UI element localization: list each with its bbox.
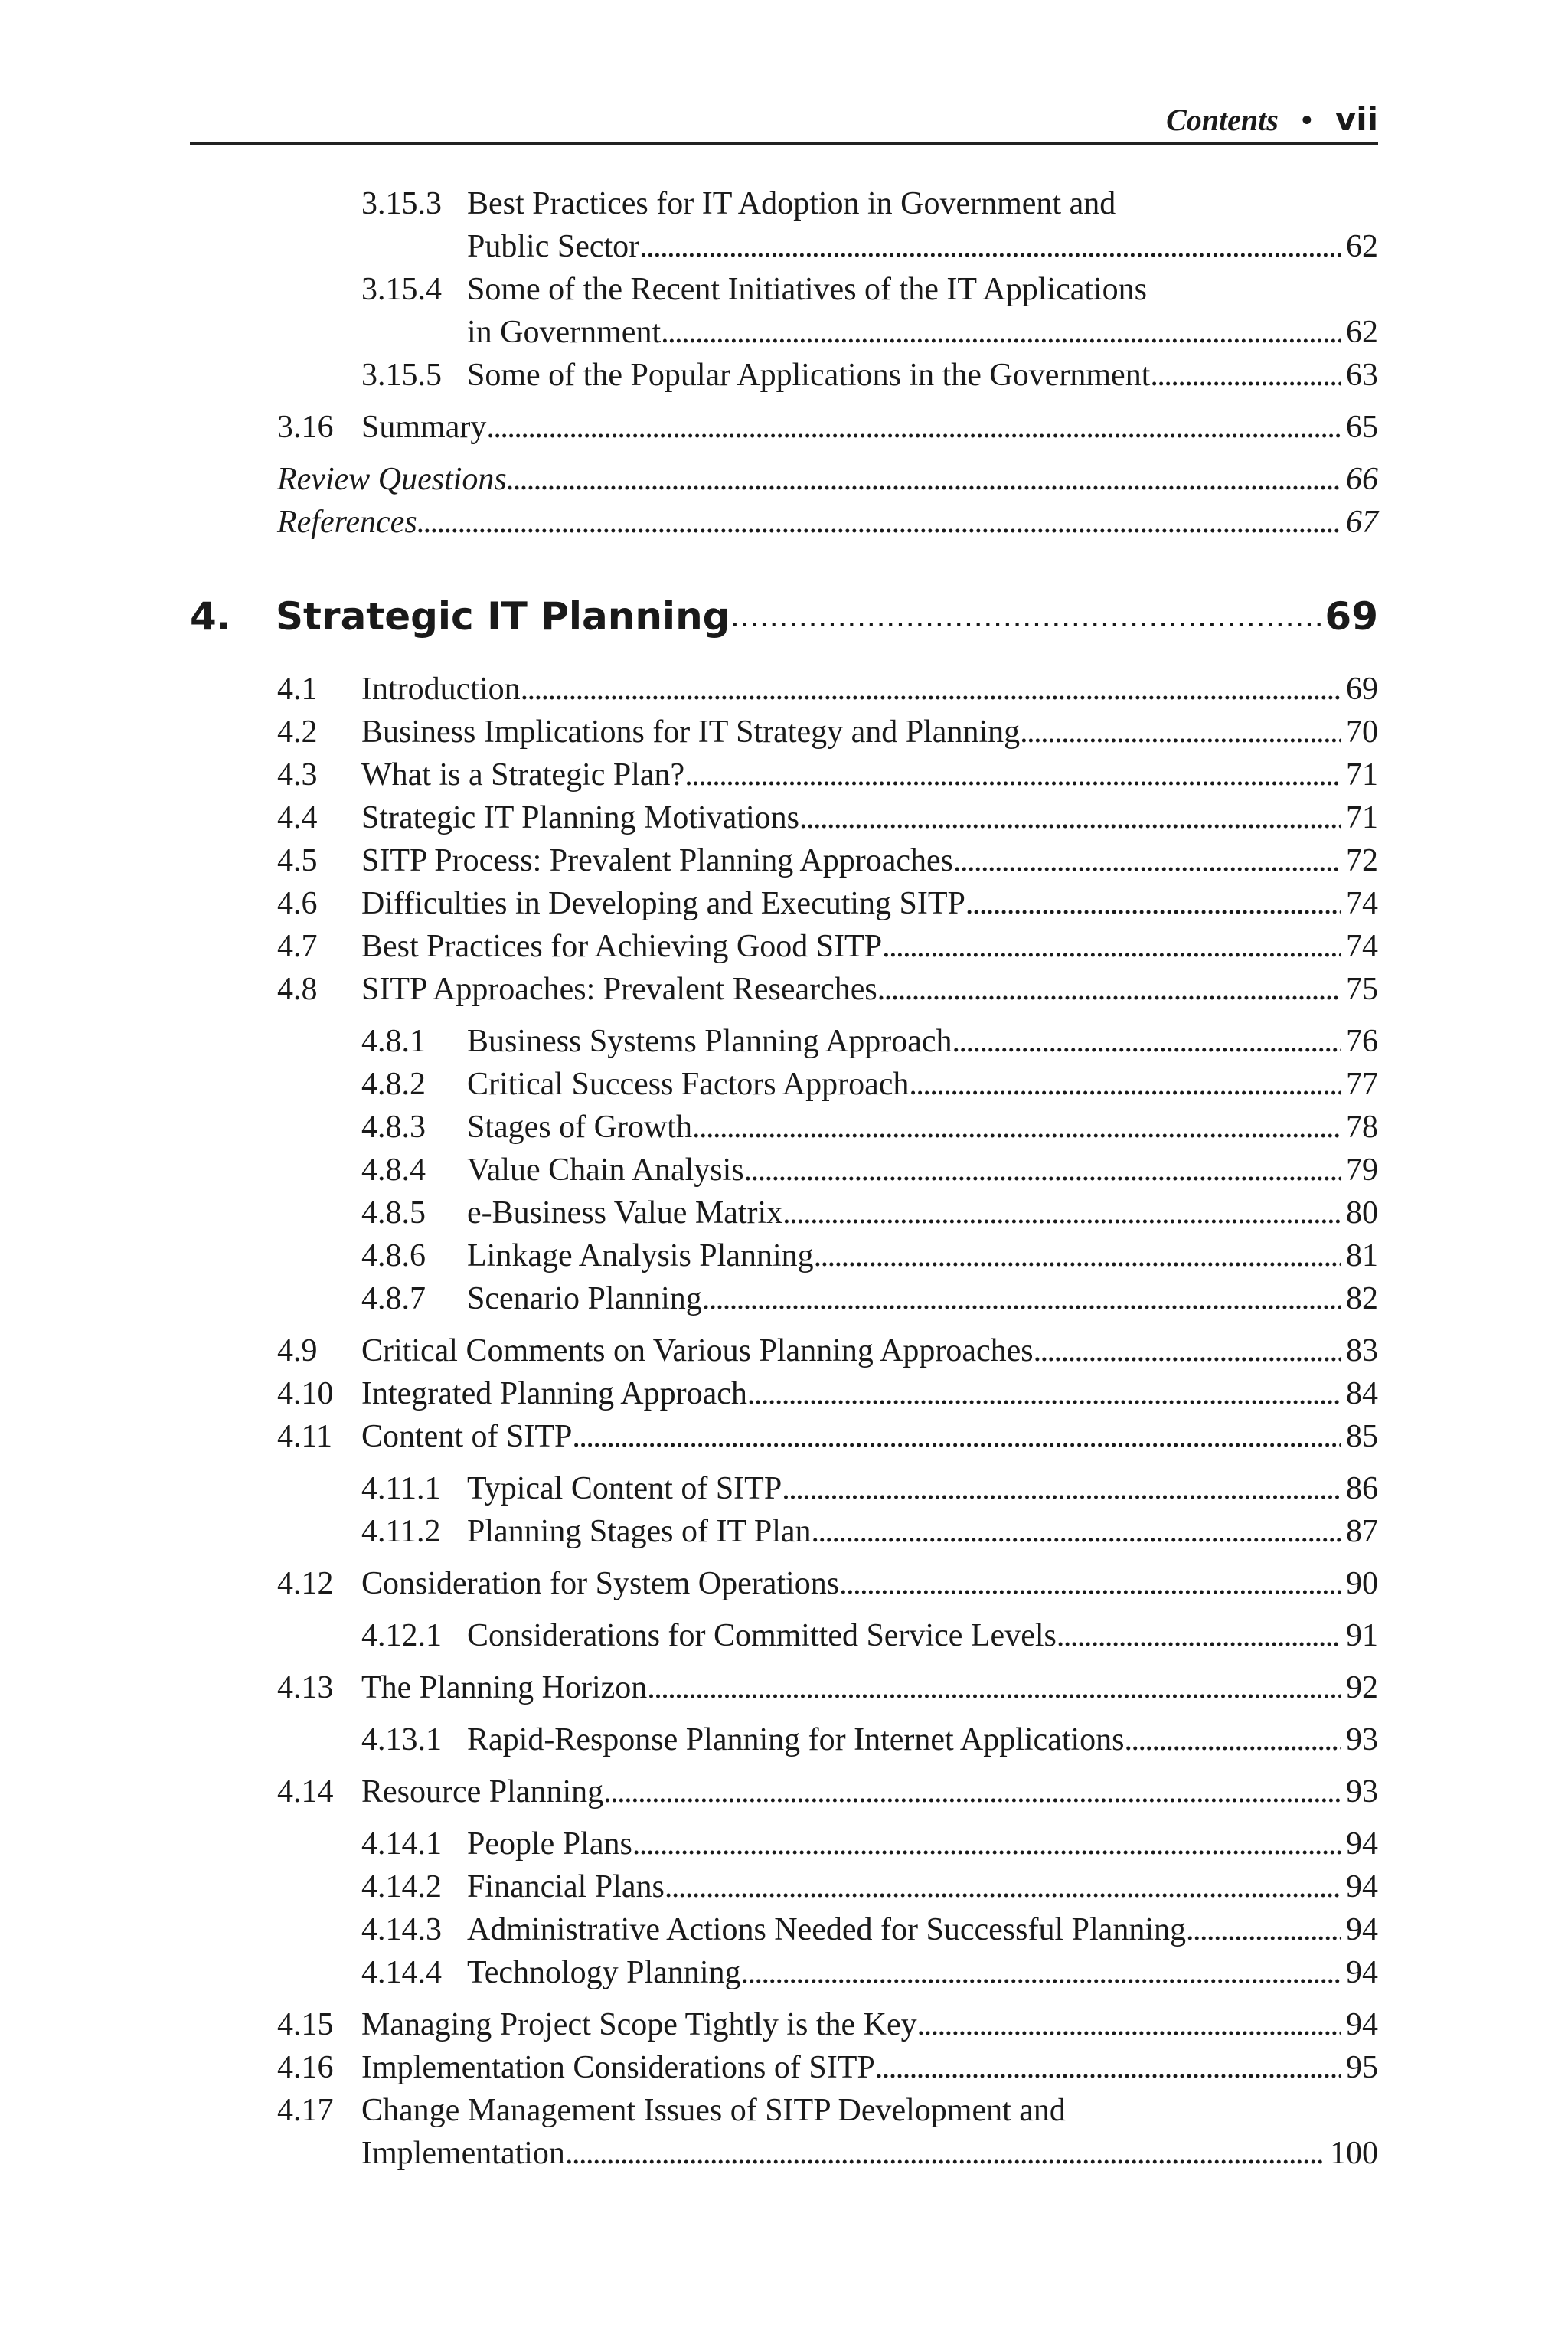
toc-entry-4-8-2 [361, 1063, 1378, 1106]
toc-entry-3-15-3-number: 3.15.3 [361, 186, 442, 221]
toc-entry-page: 71 [1346, 800, 1378, 835]
toc-entry-title: References [277, 505, 417, 540]
toc-entry-number: 4.15 [277, 2007, 334, 2042]
toc-entry-number: 4.14.3 [361, 1912, 442, 1947]
toc-entry-title: Business Systems Planning Approach [467, 1024, 952, 1059]
toc-entry-title: SITP Approaches: Prevalent Researches [361, 972, 877, 1007]
toc-entry-4-11-2 [361, 1510, 1378, 1553]
chapter-title: Strategic IT Planning [276, 594, 730, 639]
toc-entry-4-8-7 [361, 1277, 1378, 1320]
dot-leader [665, 1865, 1341, 1908]
toc-entry-3-15-3 [467, 225, 1378, 268]
toc-entry-4-8-4 [361, 1149, 1378, 1192]
toc-entry-title: Implementation Considerations of SITP [361, 2050, 875, 2085]
dot-leader [741, 1951, 1341, 1994]
toc-entry-4-15 [277, 2003, 1378, 2046]
toc-entry-4-12 [277, 1562, 1378, 1605]
toc-entry-references [277, 501, 1378, 544]
toc-entry-title: Value Chain Analysis [467, 1152, 744, 1188]
toc-entry-4-7 [277, 925, 1378, 968]
toc-entry-page: 66 [1346, 462, 1378, 497]
toc-entry-4-13-1 [361, 1718, 1378, 1761]
dot-leader [782, 1467, 1341, 1510]
toc-entry-number: 4.7 [277, 929, 318, 964]
toc-entry-4-9 [277, 1329, 1378, 1372]
toc-entry-title: Public Sector [467, 229, 640, 264]
toc-entry-4-2 [277, 711, 1378, 754]
toc-entry-title: Technology Planning [467, 1955, 741, 1990]
header-page-number: vii [1334, 100, 1378, 138]
toc-entry-number: 4.16 [277, 2050, 334, 2085]
toc-entry-number: 4.8.1 [361, 1024, 426, 1059]
dot-leader [909, 1063, 1341, 1106]
toc-entry-page: 86 [1346, 1471, 1378, 1506]
dot-leader [875, 2046, 1341, 2089]
toc-entry-title: Introduction [361, 672, 521, 707]
toc-entry-4-8 [277, 968, 1378, 1011]
toc-entry-number: 4.11 [277, 1419, 332, 1454]
chapter-page: 69 [1325, 594, 1378, 639]
toc-entry-number: 4.8.2 [361, 1067, 426, 1102]
toc-entry-page: 83 [1346, 1333, 1378, 1368]
toc-entry-page: 93 [1346, 1722, 1378, 1757]
toc-entry-3-15-3-line1: Best Practices for IT Adoption in Government and [467, 186, 1116, 221]
toc-entry-number: 4.6 [277, 886, 318, 921]
toc-entry-3-15-4 [467, 311, 1378, 354]
toc-entry-title: Typical Content of SITP [467, 1471, 782, 1506]
toc-entry-4-6 [277, 882, 1378, 925]
toc-entry-title: Planning Stages of IT Plan [467, 1514, 812, 1549]
dot-leader [952, 1020, 1341, 1063]
toc-entry-title: Best Practices for Achieving Good SITP [361, 929, 883, 964]
toc-entry-4-14 [277, 1770, 1378, 1813]
dot-leader [814, 1234, 1341, 1277]
header-title: Contents [1166, 103, 1279, 137]
toc-entry-title: Rapid-Response Planning for Internet Applications [467, 1722, 1125, 1757]
dot-leader [603, 1770, 1341, 1813]
dot-leader [661, 311, 1341, 354]
dot-leader [632, 1823, 1341, 1865]
dot-leader [882, 925, 1341, 968]
toc-entry-4-16 [277, 2046, 1378, 2089]
toc-entry-page: 79 [1346, 1152, 1378, 1188]
toc-entry-title: Critical Success Factors Approach [467, 1067, 910, 1102]
toc-entry-4-13 [277, 1666, 1378, 1709]
toc-entry-4-14-4 [361, 1951, 1378, 1994]
toc-entry-title: Some of the Popular Applications in the Government [467, 358, 1151, 393]
toc-entry-title: Administrative Actions Needed for Successful Planning [467, 1912, 1186, 1947]
toc-entry-title: in Government [467, 315, 662, 350]
toc-entry-title: e-Business Value Matrix [467, 1195, 783, 1231]
toc-entry-4-12-1 [361, 1614, 1378, 1657]
toc-entry-title: People Plans [467, 1826, 632, 1862]
toc-entry-title: Difficulties in Developing and Executing SITP [361, 886, 965, 921]
toc-entry-4-4 [277, 796, 1378, 839]
toc-entry-number: 4.12 [277, 1566, 334, 1601]
toc-entry-page: 71 [1346, 757, 1378, 793]
toc-entry-page: 76 [1346, 1024, 1378, 1059]
toc-entry-page: 78 [1346, 1110, 1378, 1145]
chapter-heading [190, 590, 1378, 643]
toc-entry-number: 4.8.3 [361, 1110, 426, 1145]
toc-entry-page: 72 [1346, 843, 1378, 878]
toc-entry-page: 62 [1346, 315, 1378, 350]
chapter-number: 4. [190, 594, 231, 639]
toc-entry-title: Stages of Growth [467, 1110, 692, 1145]
dot-leader [877, 968, 1341, 1011]
dot-leader [1020, 711, 1341, 754]
dot-leader [417, 501, 1341, 544]
toc-entry-page: 94 [1346, 1826, 1378, 1862]
toc-entry-4-17-line1: Change Management Issues of SITP Development and [361, 2093, 1066, 2128]
toc-entry-3-15-4-number: 3.15.4 [361, 272, 442, 307]
dot-leader [521, 668, 1341, 711]
toc-entry-title: Managing Project Scope Tightly is the Key [361, 2007, 917, 2042]
toc-entry-page: 92 [1346, 1670, 1378, 1705]
toc-entry-4-8-5 [361, 1192, 1378, 1234]
toc-entry-number: 4.14 [277, 1774, 334, 1810]
toc-entry-page: 94 [1346, 2007, 1378, 2042]
toc-entry-title: Integrated Planning Approach [361, 1376, 747, 1411]
toc-entry-page: 91 [1346, 1618, 1378, 1653]
toc-entry-3-15-5 [361, 354, 1378, 397]
toc-entry-page: 65 [1346, 410, 1378, 445]
toc-entry-number: 4.10 [277, 1376, 334, 1411]
toc-entry-page: 84 [1346, 1376, 1378, 1411]
toc-entry-page: 77 [1346, 1067, 1378, 1102]
toc-entry-4-10 [277, 1372, 1378, 1415]
dot-leader [639, 225, 1341, 268]
toc-entry-title: Review Questions [277, 462, 507, 497]
toc-entry-number: 4.14.1 [361, 1826, 442, 1862]
toc-entry-title: Summary [361, 410, 487, 445]
toc-entry-number: 4.8.5 [361, 1195, 426, 1231]
dot-leader [917, 2003, 1341, 2046]
toc-entry-title: Business Implications for IT Strategy and Planning [361, 714, 1021, 750]
toc-entry-number: 4.4 [277, 800, 318, 835]
toc-entry-number: 4.5 [277, 843, 318, 878]
toc-entry-page: 80 [1346, 1195, 1378, 1231]
dot-leader [1034, 1329, 1341, 1372]
dot-leader [572, 1415, 1341, 1458]
toc-entry-number: 4.14.4 [361, 1955, 442, 1990]
dot-leader [692, 1106, 1341, 1149]
toc-entry-4-17 [361, 2132, 1378, 2175]
toc-entry-number: 3.16 [277, 410, 334, 445]
toc-entry-title: Critical Comments on Various Planning Approaches [361, 1333, 1034, 1368]
toc-entry-page: 87 [1346, 1514, 1378, 1549]
toc-entry-page: 69 [1346, 672, 1378, 707]
toc-entry-4-11-1 [361, 1467, 1378, 1510]
toc-entry-page: 67 [1346, 505, 1378, 540]
toc-entry-title: Implementation [361, 2136, 565, 2171]
toc-entry-number: 4.13 [277, 1670, 334, 1705]
dot-leader [839, 1562, 1341, 1605]
toc-entry-page: 94 [1346, 1869, 1378, 1904]
dot-leader [965, 882, 1341, 925]
toc-entry-number: 4.9 [277, 1333, 318, 1368]
dot-leader [684, 754, 1341, 796]
toc-entry-page: 100 [1330, 2136, 1378, 2171]
toc-entry-number: 4.8.4 [361, 1152, 426, 1188]
toc-entry-page: 94 [1346, 1955, 1378, 1990]
toc-entry-number: 4.8.7 [361, 1281, 426, 1316]
toc-entry-4-8-3 [361, 1106, 1378, 1149]
toc-entry-4-8-1 [361, 1020, 1378, 1063]
dot-leader [507, 458, 1341, 501]
toc-entry-page: 94 [1346, 1912, 1378, 1947]
dot-leader [1125, 1718, 1341, 1761]
toc-entry-page: 90 [1346, 1566, 1378, 1601]
dot-leader [1186, 1908, 1341, 1951]
header-bullet: • [1301, 103, 1312, 137]
toc-entry-title: Content of SITP [361, 1419, 573, 1454]
toc-entry-number: 4.2 [277, 714, 318, 750]
toc-entry-4-3 [277, 754, 1378, 796]
toc-entry-title: Strategic IT Planning Motivations [361, 800, 800, 835]
toc-entry-title: Considerations for Committed Service Levels [467, 1618, 1057, 1653]
dot-leader [730, 590, 1325, 643]
toc-entry-number: 4.14.2 [361, 1869, 442, 1904]
toc-entry-page: 95 [1346, 2050, 1378, 2085]
toc-entry-4-8-6 [361, 1234, 1378, 1277]
dot-leader [953, 839, 1341, 882]
toc-entry-4-5 [277, 839, 1378, 882]
toc-entry-page: 62 [1346, 229, 1378, 264]
toc-entry-review-questions [277, 458, 1378, 501]
toc-entry-title: The Planning Horizon [361, 1670, 648, 1705]
dot-leader [486, 406, 1341, 449]
toc-entry-title: Financial Plans [467, 1869, 665, 1904]
toc-entry-title: Consideration for System Operations [361, 1566, 840, 1601]
toc-entry-number: 4.13.1 [361, 1722, 442, 1757]
toc-entry-page: 63 [1346, 358, 1378, 393]
toc-entry-page: 81 [1346, 1238, 1378, 1273]
dot-leader [1150, 354, 1341, 397]
toc-entry-page: 74 [1346, 886, 1378, 921]
toc-entry-number: 4.11.1 [361, 1471, 441, 1506]
toc-entry-page: 74 [1346, 929, 1378, 964]
toc-entry-title: Linkage Analysis Planning [467, 1238, 814, 1273]
toc-entry-page: 70 [1346, 714, 1378, 750]
toc-entry-title: Scenario Planning [467, 1281, 702, 1316]
toc-entry-number: 3.15.5 [361, 358, 442, 393]
dot-leader [565, 2132, 1325, 2175]
toc-entry-3-15-4-line1: Some of the Recent Initiatives of the IT Applications [467, 272, 1148, 307]
dot-leader [782, 1192, 1341, 1234]
dot-leader [702, 1277, 1341, 1320]
toc-entry-page: 85 [1346, 1419, 1378, 1454]
toc-entry-title: What is a Strategic Plan? [361, 757, 685, 793]
toc-entry-4-17-number: 4.17 [277, 2093, 334, 2128]
toc-entry-number: 4.1 [277, 672, 318, 707]
toc-entry-page: 93 [1346, 1774, 1378, 1810]
toc-entry-page: 75 [1346, 972, 1378, 1007]
toc-entry-4-11 [277, 1415, 1378, 1458]
toc-entry-number: 4.8 [277, 972, 318, 1007]
running-header [190, 96, 1378, 145]
toc-entry-3-16 [277, 406, 1378, 449]
dot-leader [799, 796, 1341, 839]
toc-entry-4-14-3 [361, 1908, 1378, 1951]
toc-entry-4-14-2 [361, 1865, 1378, 1908]
toc-entry-number: 4.3 [277, 757, 318, 793]
toc-entry-page: 82 [1346, 1281, 1378, 1316]
dot-leader [744, 1149, 1341, 1192]
toc-entry-number: 4.8.6 [361, 1238, 426, 1273]
dot-leader [747, 1372, 1341, 1415]
toc-entry-4-1 [277, 668, 1378, 711]
toc-entry-title: SITP Process: Prevalent Planning Approaches [361, 843, 954, 878]
toc-entry-number: 4.11.2 [361, 1514, 441, 1549]
toc-entry-title: Resource Planning [361, 1774, 604, 1810]
dot-leader [1057, 1614, 1341, 1657]
dot-leader [812, 1510, 1341, 1553]
toc-entry-number: 4.12.1 [361, 1618, 442, 1653]
dot-leader [647, 1666, 1341, 1709]
toc-entry-4-14-1 [361, 1823, 1378, 1865]
